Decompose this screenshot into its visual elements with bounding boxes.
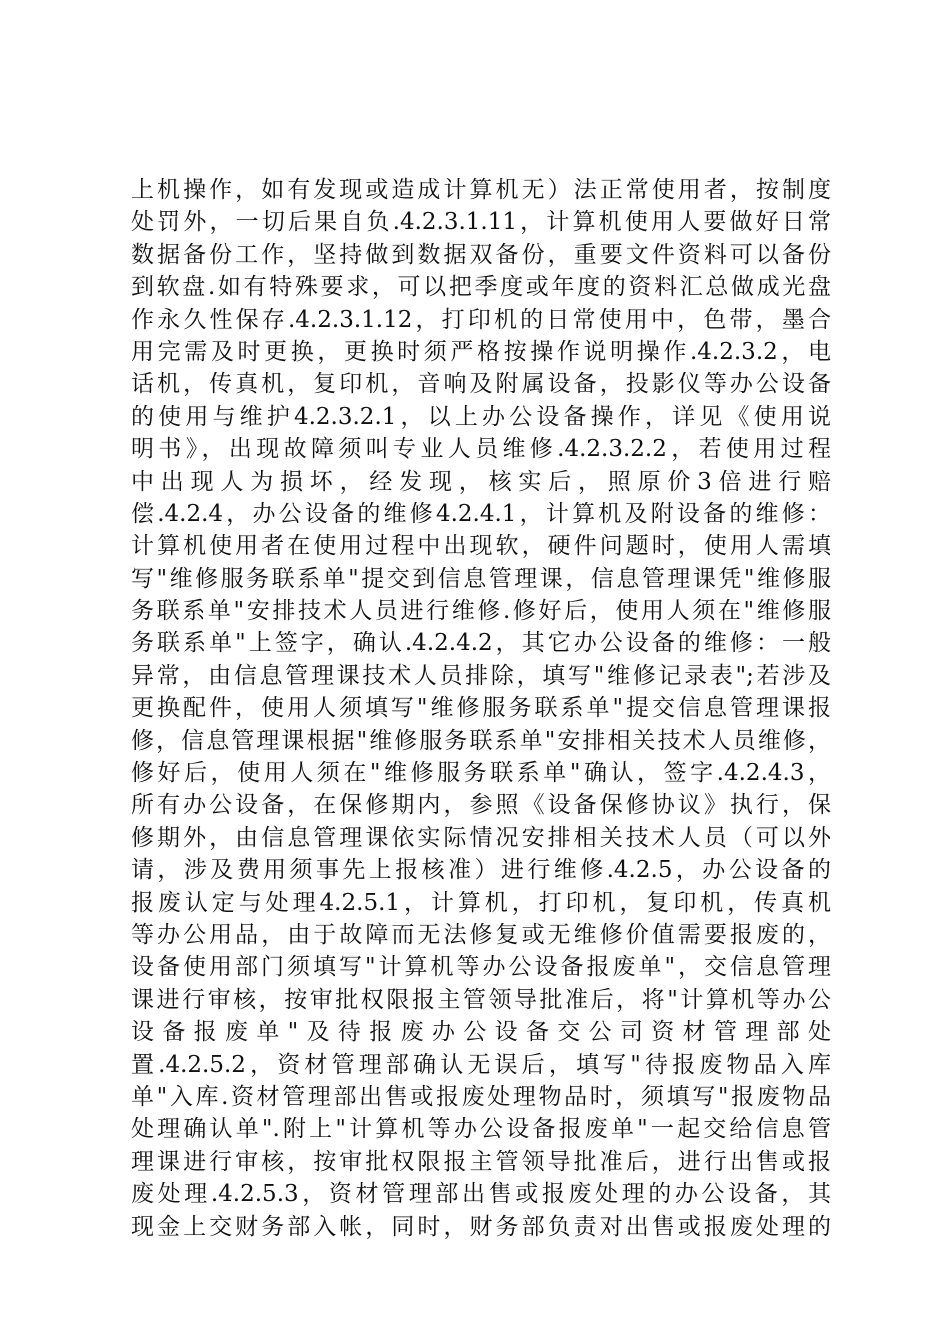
text-line: 置.4.2.5.2，资材管理部确认无误后，填写"待报废物品入库	[131, 1051, 831, 1078]
text-line: 修期外，由信息管理课依实际情况安排相关技术人员（可以外	[131, 824, 831, 851]
text-line: 修，信息管理课根据"维修服务联系单"安排相关技术人员维修，	[131, 727, 831, 754]
text-line: 等办公用品，由于故障而无法修复或无维修价值需要报废的，	[131, 921, 831, 948]
text-line: 计算机使用者在使用过程中出现软，硬件问题时，使用人需填	[131, 533, 831, 560]
text-line: 务联系单"上签字，确认.4.2.4.2，其它办公设备的维修：一般	[131, 630, 831, 657]
text-line: 偿.4.2.4，办公设备的维修4.2.4.1，计算机及附设备的维修：	[131, 500, 831, 527]
text-line: 处理确认单".附上"计算机等办公设备报废单"一起交给信息管	[131, 1116, 831, 1143]
text-line: 课进行审核，按审批权限报主管领导批准后，将"计算机等办公	[131, 986, 831, 1013]
text-line: 作永久性保存.4.2.3.1.12，打印机的日常使用中，色带，墨合	[131, 306, 831, 333]
text-line: 更换配件，使用人须填写"维修服务联系单"提交信息管理课报	[131, 695, 831, 722]
text-line: 所有办公设备，在保修期内，参照《设备保修协议》执行，保	[131, 792, 831, 819]
text-line: 处罚外，一切后果自负.4.2.3.1.11，计算机使用人要做好日常	[131, 209, 831, 236]
text-line: 请，涉及费用须事先上报核准）进行维修.4.2.5，办公设备的	[131, 857, 831, 884]
text-line: 修好后，使用人须在"维修服务联系单"确认，签字.4.2.4.3，	[131, 760, 831, 787]
text-line: 数据备份工作，坚持做到数据双备份，重要文件资料可以备份	[131, 241, 831, 268]
text-line: 话机，传真机，复印机，音响及附属设备，投影仪等办公设备	[131, 371, 831, 398]
text-line: 到软盘.如有特殊要求，可以把季度或年度的资料汇总做成光盘	[131, 274, 831, 301]
text-line: 用完需及时更换，更换时须严格按操作说明操作.4.2.3.2，电	[131, 338, 831, 365]
text-line: 写"维修服务联系单"提交到信息管理课，信息管理课凭"维修服	[131, 565, 831, 592]
text-line: 的使用与维护4.2.3.2.1，以上办公设备操作，详见《使用说	[131, 403, 831, 430]
text-line: 设备使用部门须填写"计算机等办公设备报废单"，交信息管理	[131, 954, 831, 981]
text-line: 务联系单"安排技术人员进行维修.修好后，使用人须在"维修服	[131, 598, 831, 625]
text-line: 报废认定与处理4.2.5.1，计算机，打印机，复印机，传真机	[131, 889, 831, 916]
text-line: 明书》，出现故障须叫专业人员维修.4.2.3.2.2，若使用过程	[131, 436, 831, 463]
text-line: 中出现人为损坏，经发现，核实后，照原价3倍进行赔	[131, 468, 831, 495]
text-line: 理课进行审核，按审批权限报主管领导批准后，进行出售或报	[131, 1148, 831, 1175]
body-text	[131, 174, 831, 1243]
text-line: 异常，由信息管理课技术人员排除，填写"维修记录表";若涉及	[131, 662, 831, 689]
text-line: 单"入库.资材管理部出售或报废处理物品时，须填写"报废物品	[131, 1083, 831, 1110]
text-line: 现金上交财务部入帐，同时，财务部负责对出售或报废处理的	[131, 1213, 831, 1240]
text-line: 废处理.4.2.5.3，资材管理部出售或报废处理的办公设备，其	[131, 1181, 831, 1208]
text-line: 上机操作，如有发现或造成计算机无）法正常使用者，按制度	[131, 177, 831, 203]
text-line: 设备报废单"及待报废办公设备交公司资材管理部处	[131, 1019, 831, 1046]
